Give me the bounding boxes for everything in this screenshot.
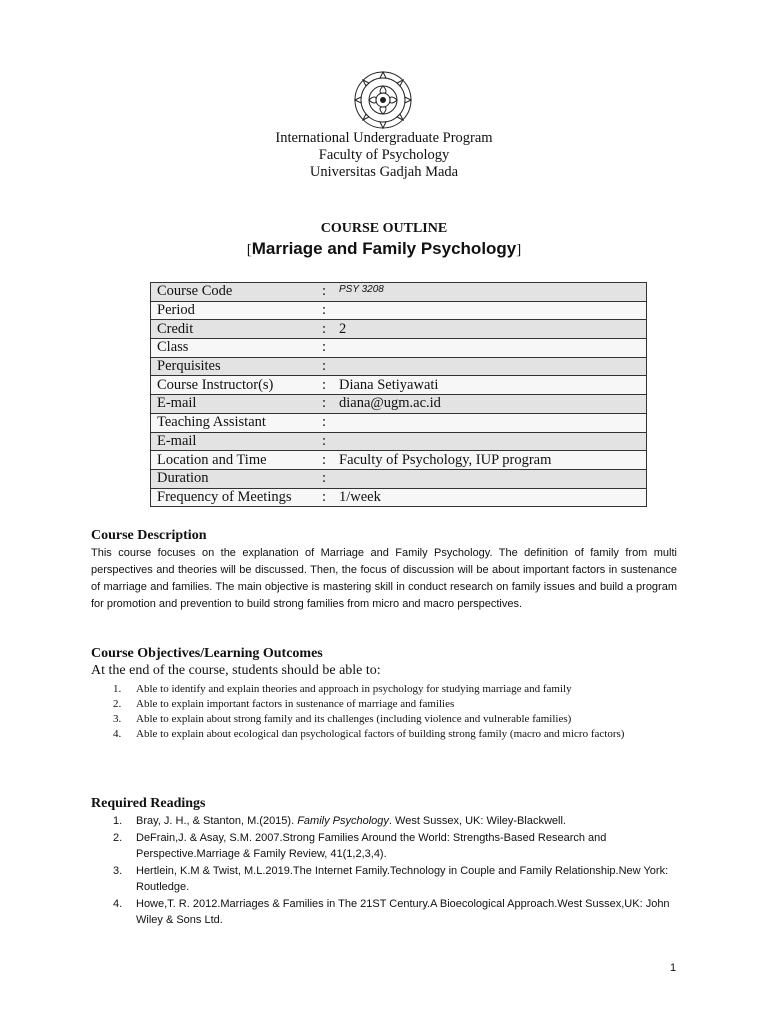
- row-label: Location and Time: [151, 451, 323, 470]
- list-number: 2.: [113, 698, 122, 710]
- table-row: [151, 432, 647, 451]
- university-name: Universitas Gadjah Mada: [309, 164, 459, 180]
- list-number: 2.: [113, 832, 123, 844]
- table-row: [151, 469, 647, 488]
- reading-title-italic: Family Psychology: [297, 815, 389, 827]
- row-value: [339, 413, 647, 432]
- table-row: [151, 339, 647, 358]
- course-info-table: [150, 282, 647, 507]
- page-number: 1: [670, 962, 677, 974]
- row-colon: :: [322, 320, 339, 339]
- table-row: [151, 413, 647, 432]
- row-label: E-mail: [151, 395, 323, 414]
- table-row: [151, 357, 647, 376]
- row-colon: :: [322, 432, 339, 451]
- row-colon: :: [322, 339, 339, 358]
- faculty-name: Faculty of Psychology: [318, 147, 450, 163]
- reading-text: DeFrain,J. & Asay, S.M. 2007.Strong Families Around the World: Strengths-Based Research and Perspective.Marriage & Family Review, 41(1,2,3,4).: [136, 832, 607, 860]
- list-number: 3.: [113, 713, 122, 725]
- row-value: Diana Setiyawati: [339, 376, 647, 395]
- table-row: [151, 488, 647, 507]
- row-label: Duration: [151, 469, 323, 488]
- list-text: Able to identify and explain theories and approach in psychology for studying marriage and family: [136, 683, 572, 695]
- list-number: 4.: [113, 728, 122, 740]
- objectives-intro: At the end of the course, students should be able to:: [91, 663, 381, 678]
- bracket-close: ]: [516, 242, 522, 258]
- objectives-list: [91, 682, 677, 742]
- row-value: [339, 357, 647, 376]
- list-text: Able to explain about ecological dan psychological factors of building strong family (macro and micro factors): [136, 728, 625, 740]
- row-label: Period: [151, 301, 323, 320]
- table-row: [151, 451, 647, 470]
- table-row: [151, 395, 647, 414]
- list-item: [91, 727, 677, 742]
- table-row: [151, 301, 647, 320]
- row-value: 1/week: [339, 488, 647, 507]
- row-colon: :: [322, 376, 339, 395]
- list-text: Able to explain important factors in sustenance of marriage and families: [136, 698, 455, 710]
- row-colon: :: [322, 395, 339, 414]
- row-colon: :: [322, 283, 339, 302]
- course-description-heading: Course Description: [91, 528, 207, 543]
- row-colon: :: [322, 301, 339, 320]
- course-name: Marriage and Family Psychology: [251, 239, 517, 258]
- row-colon: :: [322, 469, 339, 488]
- list-item: [91, 682, 677, 697]
- row-label: Course Code: [151, 283, 323, 302]
- row-label: Credit: [151, 320, 323, 339]
- bracket-open: [: [246, 242, 252, 258]
- row-value: [339, 339, 647, 358]
- table-row: [151, 376, 647, 395]
- row-label: Class: [151, 339, 323, 358]
- row-colon: :: [322, 357, 339, 376]
- row-value: [339, 432, 647, 451]
- reading-text-end: . West Sussex, UK: Wiley-Blackwell.: [388, 815, 566, 827]
- course-name-heading: [0, 239, 768, 259]
- reading-text: Bray, J. H., & Stanton, M.(2015).: [136, 815, 298, 827]
- list-item: [91, 830, 677, 862]
- row-colon: :: [322, 488, 339, 507]
- reading-text: Howe,T. R. 2012.Marriages & Families in The 21ST Century.A Bioecological Approach.West Sussex,UK: John Wiley & Sons Ltd.: [136, 898, 670, 926]
- row-colon: :: [322, 451, 339, 470]
- list-item: [91, 863, 677, 895]
- list-number: 1.: [113, 815, 123, 827]
- row-value: [339, 469, 647, 488]
- row-label: Course Instructor(s): [151, 376, 323, 395]
- reading-text: Hertlein, K.M & Twist, M.L.2019.The Internet Family.Technology in Couple and Family Relationship.New York: Routledge.: [136, 865, 669, 893]
- list-item: [91, 896, 677, 928]
- course-description-text: This course focuses on the explanation of Marriage and Family Psychology. The definition of family from multi perspectives and theories will be discussed. Then, the focus of discussion will be about important factors in sustenance of marriage and families. The main objective is mastering skill in conduct research on family issues and build a program for promotion and prevention to build strong families from micro and macro perspectives.: [91, 547, 677, 610]
- row-colon: :: [322, 413, 339, 432]
- row-label: Teaching Assistant: [151, 413, 323, 432]
- row-value: [339, 301, 647, 320]
- row-label: Frequency of Meetings: [151, 488, 323, 507]
- table-row: [151, 283, 647, 302]
- readings-heading: Required Readings: [91, 796, 206, 811]
- list-item: [91, 813, 677, 829]
- institution-block: [0, 130, 768, 181]
- list-item: [91, 697, 677, 712]
- list-number: 1.: [113, 683, 122, 695]
- list-number: 3.: [113, 865, 123, 877]
- list-item: [91, 712, 677, 727]
- row-value: Faculty of Psychology, IUP program: [339, 451, 647, 470]
- instructor-email: diana@ugm.ac.id: [339, 395, 647, 414]
- list-number: 4.: [113, 898, 123, 910]
- row-label: E-mail: [151, 432, 323, 451]
- row-value: 2: [339, 320, 647, 339]
- program-name: International Undergraduate Program: [275, 130, 493, 146]
- course-outline-title: COURSE OUTLINE: [320, 221, 448, 236]
- readings-list: [91, 813, 677, 929]
- list-text: Able to explain about strong family and its challenges (including violence and vulnerable families): [136, 713, 572, 725]
- objectives-heading: Course Objectives/Learning Outcomes: [91, 646, 323, 661]
- table-row: [151, 320, 647, 339]
- row-value: PSY 3208: [339, 283, 647, 302]
- university-seal-icon: [353, 70, 413, 130]
- row-label: Perquisites: [151, 357, 323, 376]
